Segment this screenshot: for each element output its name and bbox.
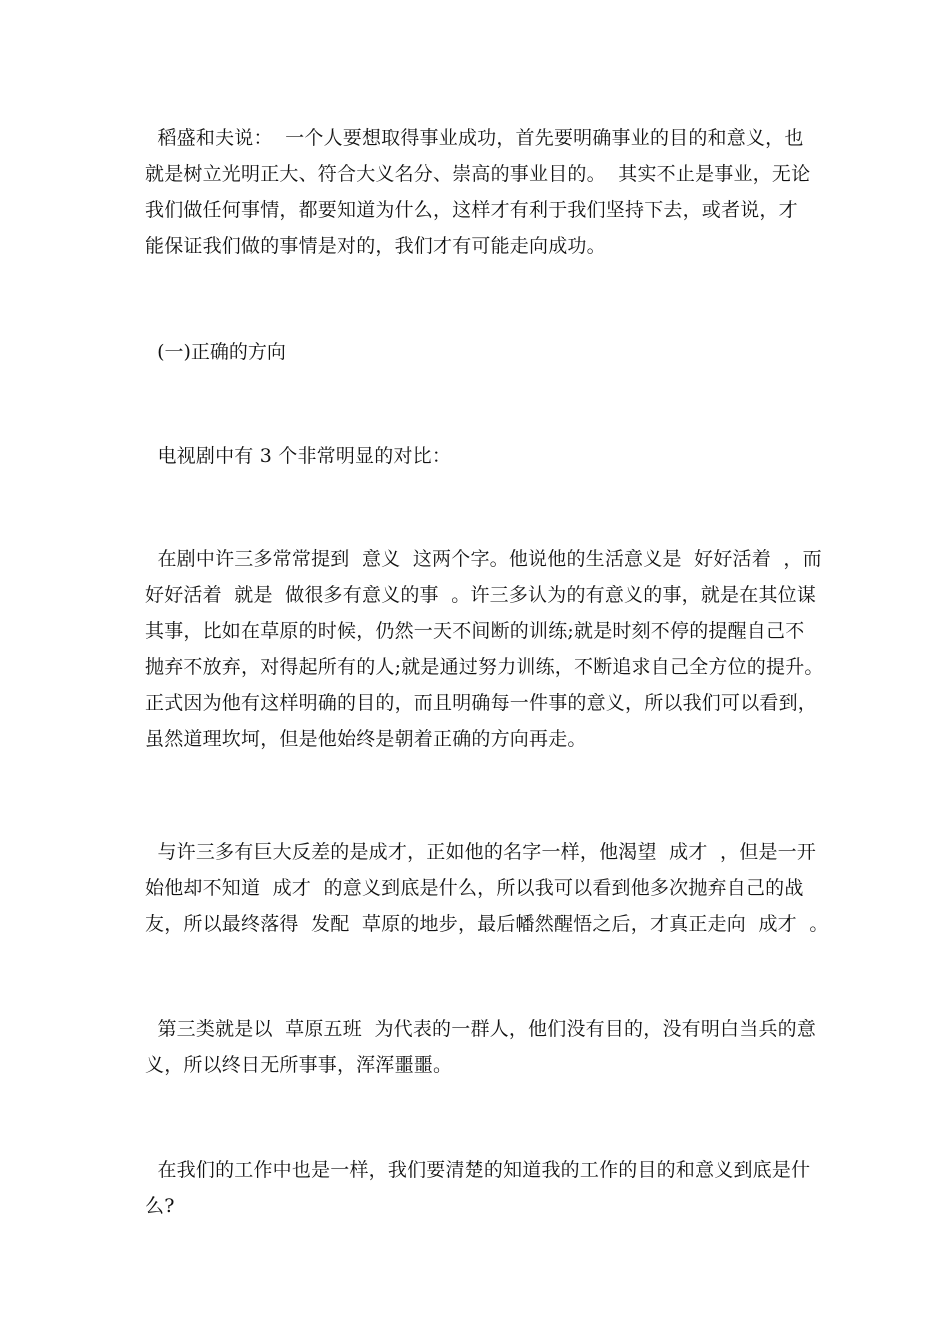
paragraph-work-purpose (145, 1152, 815, 1224)
text-line: 正式因为他有这样明确的目的，而且明确每一件事的意义，所以我们可以看到， (145, 692, 818, 714)
paragraph-intro-comparison (145, 438, 815, 474)
text-line: 好好活着 就是 做很多有意义的事 。许三多认为的有意义的事，就是在其位谋 (145, 584, 817, 606)
text-line: 能保证我们做的事情是对的，我们才有可能走向成功。 (145, 235, 606, 257)
text-line: 其事，比如在草原的时候，仍然一天不间断的训练;就是时刻不停的提醒自己不 (145, 620, 805, 642)
paragraph-xu-sanduo (145, 541, 824, 757)
text-line: 么? (145, 1195, 175, 1217)
text-line: 稻盛和夫说： 一个人要想取得事业成功，首先要明确事业的目的和意义，也 (145, 127, 804, 149)
text-line: 电视剧中有 3 个非常明显的对比： (145, 445, 452, 467)
text-line: 义，所以终日无所事事，浑浑噩噩。 (145, 1054, 453, 1076)
text-line: 第三类就是以 草原五班 为代表的一群人，他们没有目的，没有明白当兵的意 (145, 1018, 817, 1040)
text-line: 与许三多有巨大反差的是成才，正如他的名字一样，他渴望 成才 ，但是一开 (145, 841, 817, 863)
paragraph-inamori-quote (145, 120, 815, 264)
section-heading-text: (一)正确的方向 (145, 341, 286, 363)
paragraph-fifth-squad (145, 1011, 815, 1083)
text-line: 友，所以最终落得 发配 草原的地步，最后幡然醒悟之后，才真正走向 成才 。 (145, 913, 829, 935)
text-line: 在我们的工作中也是一样，我们要清楚的知道我的工作的目的和意义到底是什 (145, 1159, 811, 1181)
text-line: 抛弃不放弃，对得起所有的人;就是通过努力训练，不断追求自己全方位的提升。 (145, 656, 824, 678)
text-line: 就是树立光明正大、符合大义名分、崇高的事业目的。 其实不止是事业，无论 (145, 163, 811, 185)
text-line: 我们做任何事情，都要知道为什么，这样才有利于我们坚持下去，或者说，才 (145, 199, 798, 221)
text-line: 在剧中许三多常常提到 意义 这两个字。他说他的生活意义是 好好活着 ，而 (145, 548, 822, 570)
text-line: 虽然道理坎坷，但是他始终是朝着正确的方向再走。 (145, 728, 587, 750)
paragraph-cheng-cai (145, 834, 829, 942)
section-heading (145, 334, 286, 370)
text-line: 始他却不知道 成才 的意义到底是什么，所以我可以看到他多次抛弃自己的战 (145, 877, 804, 899)
